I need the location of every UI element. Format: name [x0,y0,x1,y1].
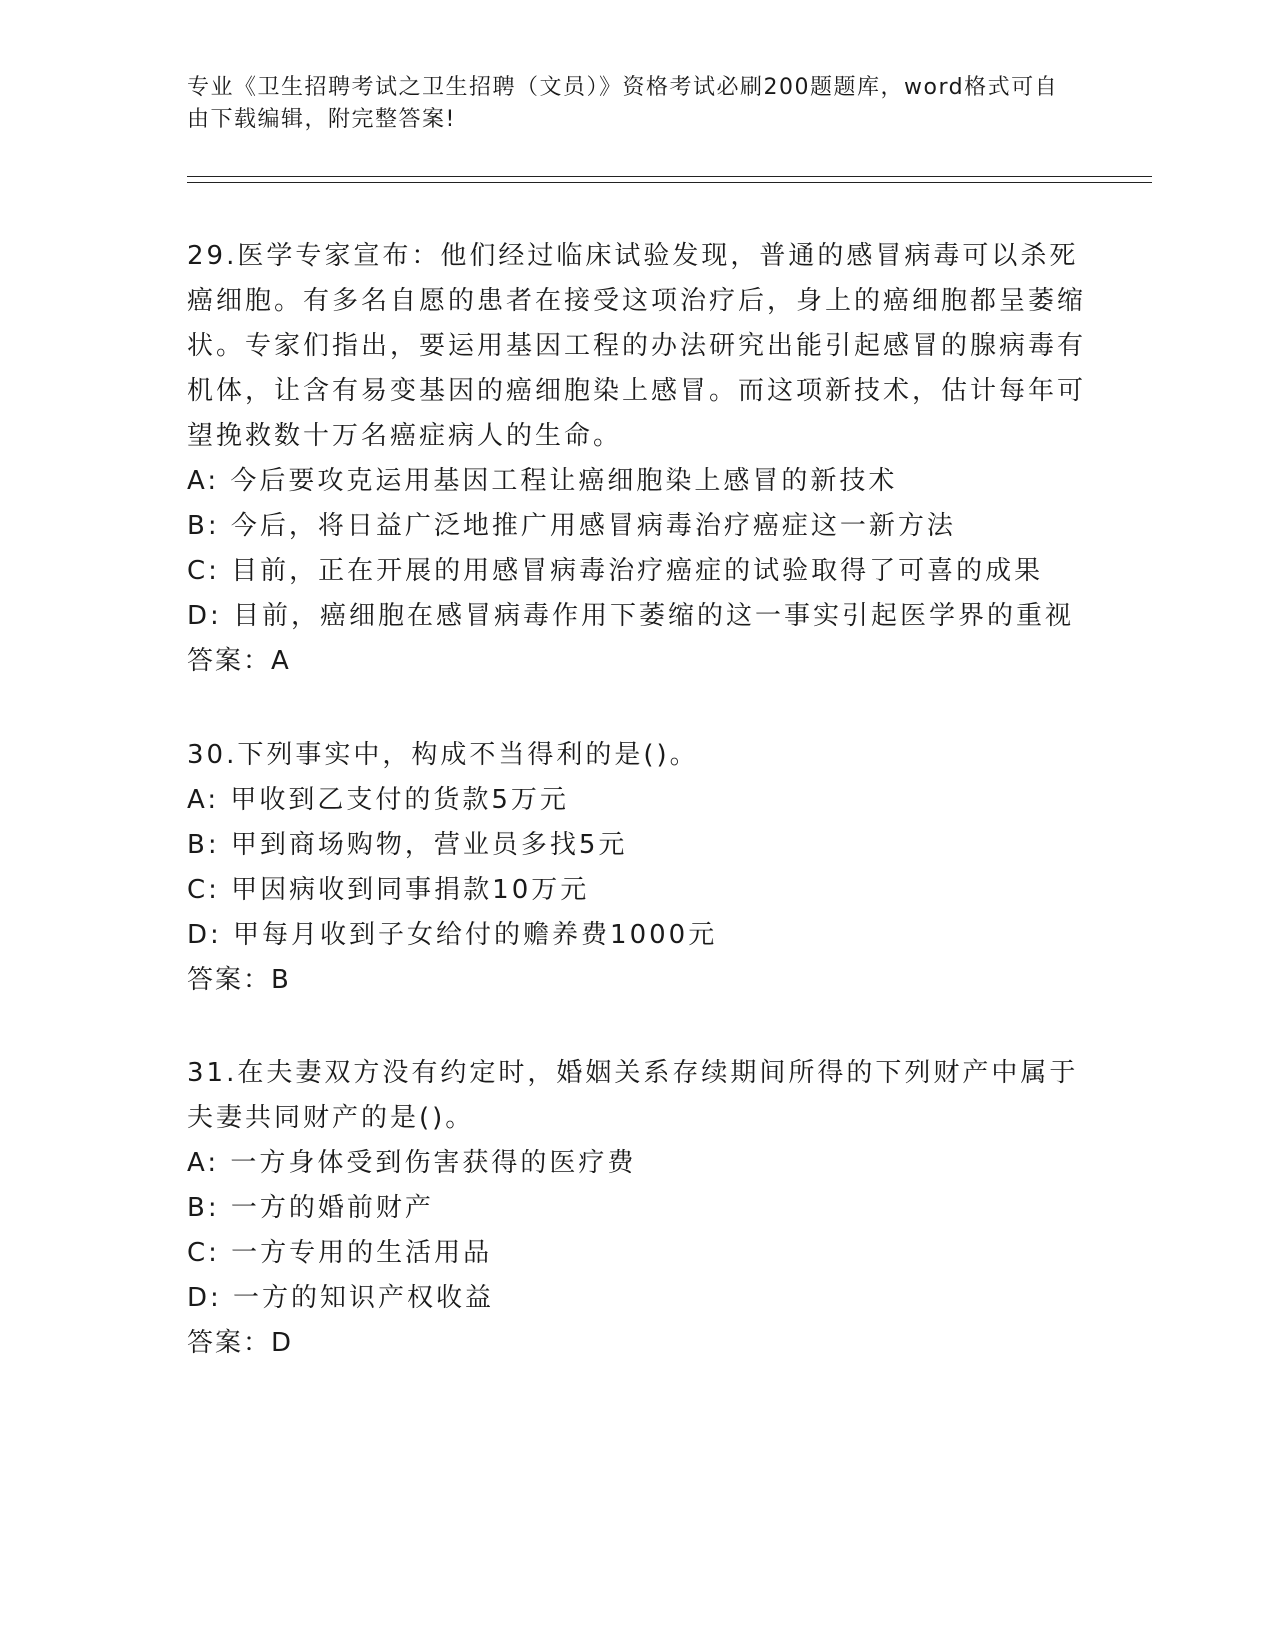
option-d: D: 一方的知识产权收益 [187,1283,495,1313]
answer-text: 答案：A [187,646,291,676]
option-b: B: 一方的婚前财产 [187,1193,434,1223]
answer-text: 答案：D [187,1328,294,1358]
question-29 [187,234,1087,684]
answer-text: 答案：B [187,965,291,995]
option-c: C: 甲因病收到同事捐款10万元 [187,875,590,905]
option-d: D: 目前，癌细胞在感冒病毒作用下萎缩的这一事实引起医学界的重视 [187,601,1075,631]
question-stem: 31.在夫妻双方没有约定时，婚姻关系存续期间所得的下列财产中属于夫妻共同财产的是()。 [187,1058,1079,1133]
question-31 [187,1051,1087,1366]
option-b: B: 今后，将日益广泛地推广用感冒病毒治疗癌症这一新方法 [187,511,956,541]
header-divider-bottom [187,182,1152,183]
header-intro-text: 专业《卫生招聘考试之卫生招聘（文员）》资格考试必刷200题题库，word格式可自由下载编辑，附完整答案! [187,75,1059,132]
option-b: B: 甲到商场购物，营业员多找5元 [187,830,628,860]
question-stem: 30.下列事实中，构成不当得利的是()。 [187,740,699,770]
question-stem: 29.医学专家宣布：他们经过临床试验发现，普通的感冒病毒可以杀死癌细胞。有多名自愿的患者在接受这项治疗后，身上的癌细胞都呈萎缩状。专家们指出，要运用基因工程的办法研究出能引起感冒的腺病毒有机体，让含有易变基因的癌细胞染上感冒。而这项新技术，估计每年可望挽救数十万名癌症病人的生命。 [187,241,1087,451]
option-d: D: 甲每月收到子女给付的赡养费1000元 [187,920,718,950]
option-c: C: 一方专用的生活用品 [187,1238,493,1268]
option-a: A: 今后要攻克运用基因工程让癌细胞染上感冒的新技术 [187,466,898,496]
option-c: C: 目前，正在开展的用感冒病毒治疗癌症的试验取得了可喜的成果 [187,556,1044,586]
option-a: A: 一方身体受到伤害获得的医疗费 [187,1148,637,1178]
header-divider-top [187,176,1152,177]
document-header [187,72,1067,136]
question-30 [187,733,1087,1003]
option-a: A: 甲收到乙支付的货款5万元 [187,785,569,815]
